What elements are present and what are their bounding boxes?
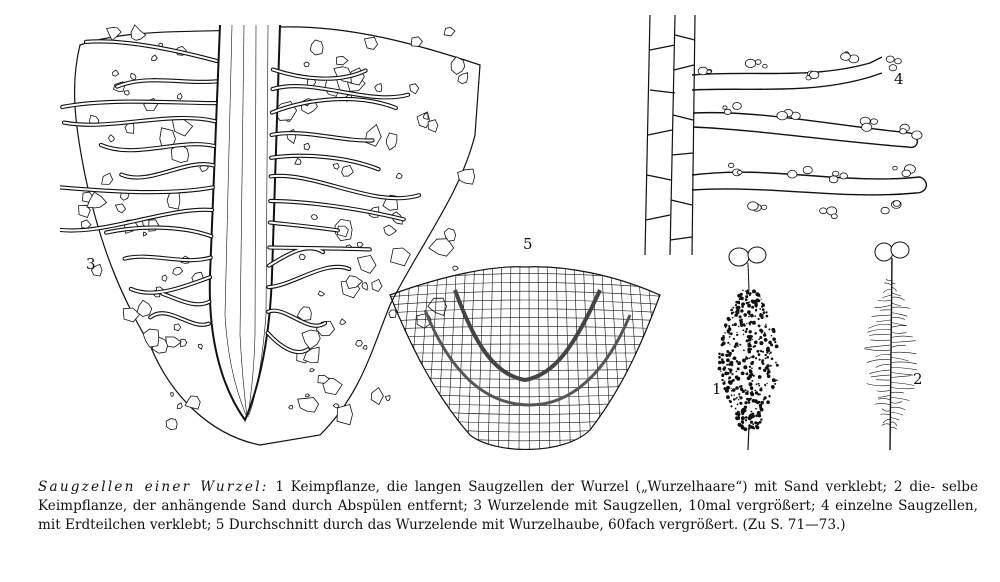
figure-4-root-hair-cells-drawing — [630, 15, 940, 260]
figure-5-root-cap-section-drawing — [385, 255, 670, 460]
figure-number-1: 1 — [712, 380, 722, 398]
figure-number-5: 5 — [523, 235, 533, 253]
figure-number-2: 2 — [913, 370, 923, 388]
caption-lead: Saugzellen einer Wurzel: — [38, 479, 269, 495]
figure-1-seedling-with-sand-drawing — [715, 245, 785, 455]
figure-caption — [38, 478, 978, 535]
caption-reference: (Zu S. 71—73.) — [742, 517, 846, 533]
figure-number-4: 4 — [894, 70, 904, 88]
caption-body: 1 Keimpflanze, die langen Saugzellen der Wurzel („Wurzelhaare“) mit Sand verklebt; 2 die- selbe Keimpflanze, der anhängende Sand durch Abspülen entfernt; 3 Wurzelende mit Saugzellen, 10mal vergrößert; 4 einzelne Saugzellen, mit Erdteilchen verklebt; 5 Durchschnitt durch das Wurzelende mit Wurzelhaube, 60fach vergrößert. — [38, 479, 978, 533]
figure-2-seedling-washed-drawing — [860, 240, 930, 455]
figure-number-3: 3 — [86, 255, 96, 273]
